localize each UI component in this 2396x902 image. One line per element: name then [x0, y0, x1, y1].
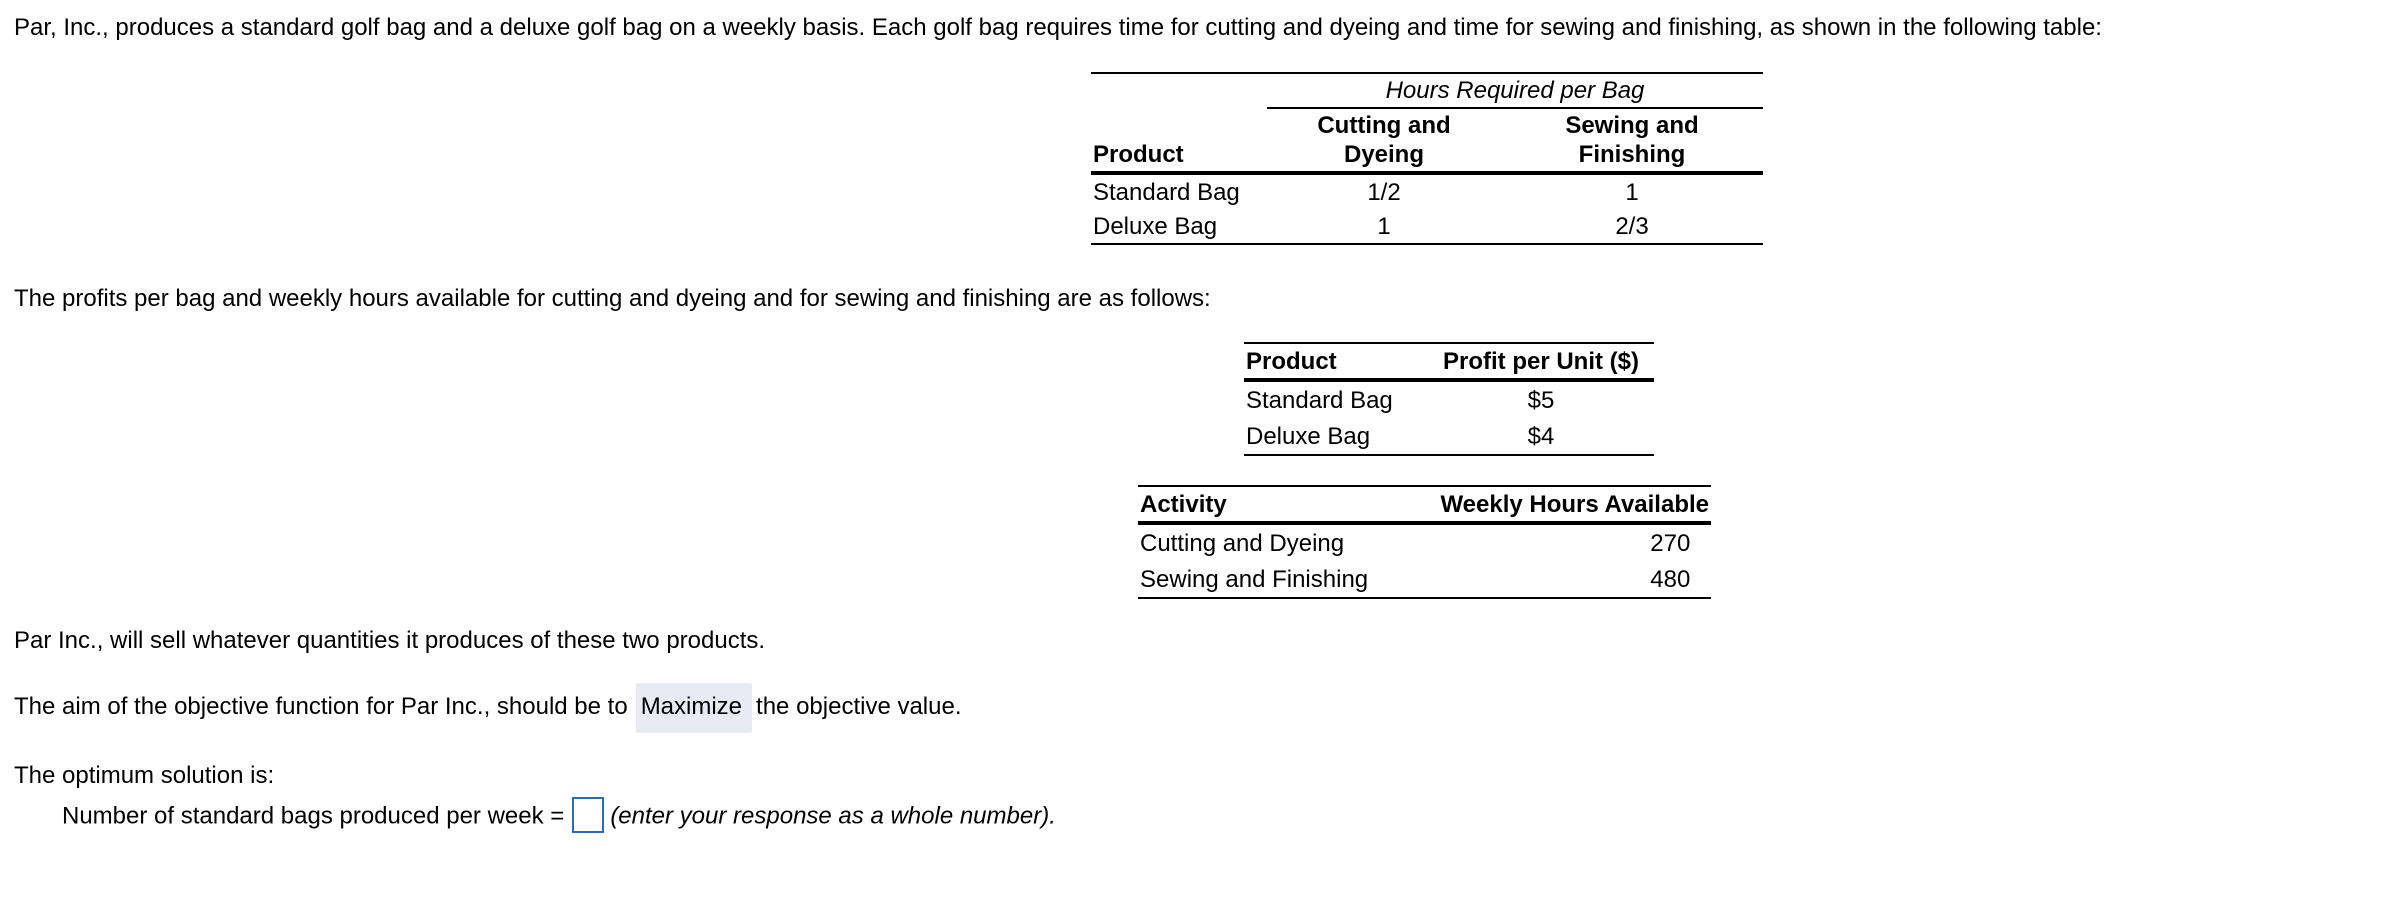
col-header-profit: Profit per Unit ($)	[1428, 343, 1654, 380]
table-row	[1091, 173, 1763, 209]
sell-text: Par Inc., will sell whatever quantities it produces of these two products.	[14, 627, 766, 654]
optimum-heading: The optimum solution is:	[14, 762, 275, 789]
sewing-hours-cell: 1	[1625, 179, 1639, 206]
hours-available-cell: 270	[1650, 530, 1691, 557]
question-label: Number of standard bags produced per week =	[62, 802, 565, 830]
objective-suffix: the objective value.	[756, 693, 962, 720]
table-row	[1244, 380, 1654, 418]
product-cell: Deluxe Bag	[1244, 418, 1428, 455]
profit-cell: $5	[1527, 387, 1555, 414]
table-row	[1091, 209, 1763, 244]
col-header-product: Product	[1091, 108, 1267, 173]
answer-hint: (enter your response as a whole number).	[610, 802, 1056, 830]
profit-table	[1244, 342, 1654, 456]
table-row	[1244, 418, 1654, 455]
cutting-hours-cell: 1	[1267, 209, 1501, 244]
objective-prefix: The aim of the objective function for Par Inc., should be to	[14, 693, 628, 720]
profits-intro-text: The profits per bag and weekly hours available for cutting and dyeing and for sewing and finishing are as follows:	[14, 285, 1211, 312]
activity-table	[1138, 485, 1711, 599]
product-cell: Deluxe Bag	[1091, 209, 1267, 244]
col-header-product: Product	[1244, 343, 1428, 380]
objective-line	[14, 683, 962, 733]
objective-dropdown[interactable]: Maximize	[636, 683, 752, 733]
table-row	[1138, 561, 1711, 598]
product-cell: Standard Bag	[1093, 179, 1240, 206]
col-header-cutting-dyeing: Cutting and Dyeing	[1267, 108, 1501, 173]
question-line	[62, 799, 1056, 835]
standard-bags-answer-input[interactable]	[572, 797, 604, 833]
table-row	[1138, 523, 1711, 561]
cutting-hours-cell: 1/2	[1367, 179, 1401, 206]
col-header-activity: Activity	[1138, 486, 1402, 523]
hours-required-group-header: Hours Required per Bag	[1267, 73, 1763, 108]
col-header-weekly-hours: Weekly Hours Available	[1402, 486, 1711, 523]
activity-cell: Cutting and Dyeing	[1140, 530, 1345, 557]
intro-text: Par, Inc., produces a standard golf bag and a deluxe golf bag on a weekly basis. Each golf bag requires time for cutting and dyeing and time for sewing and finishing, as shown in the following table:	[14, 14, 2102, 41]
hours-available-cell: 480	[1402, 561, 1711, 598]
col-header-sewing-finishing: Sewing and Finishing	[1501, 108, 1763, 173]
activity-cell: Sewing and Finishing	[1138, 561, 1402, 598]
profit-cell: $4	[1428, 418, 1654, 455]
hours-required-table	[1091, 72, 1763, 245]
product-cell: Standard Bag	[1246, 387, 1393, 414]
sewing-hours-cell: 2/3	[1501, 209, 1763, 244]
